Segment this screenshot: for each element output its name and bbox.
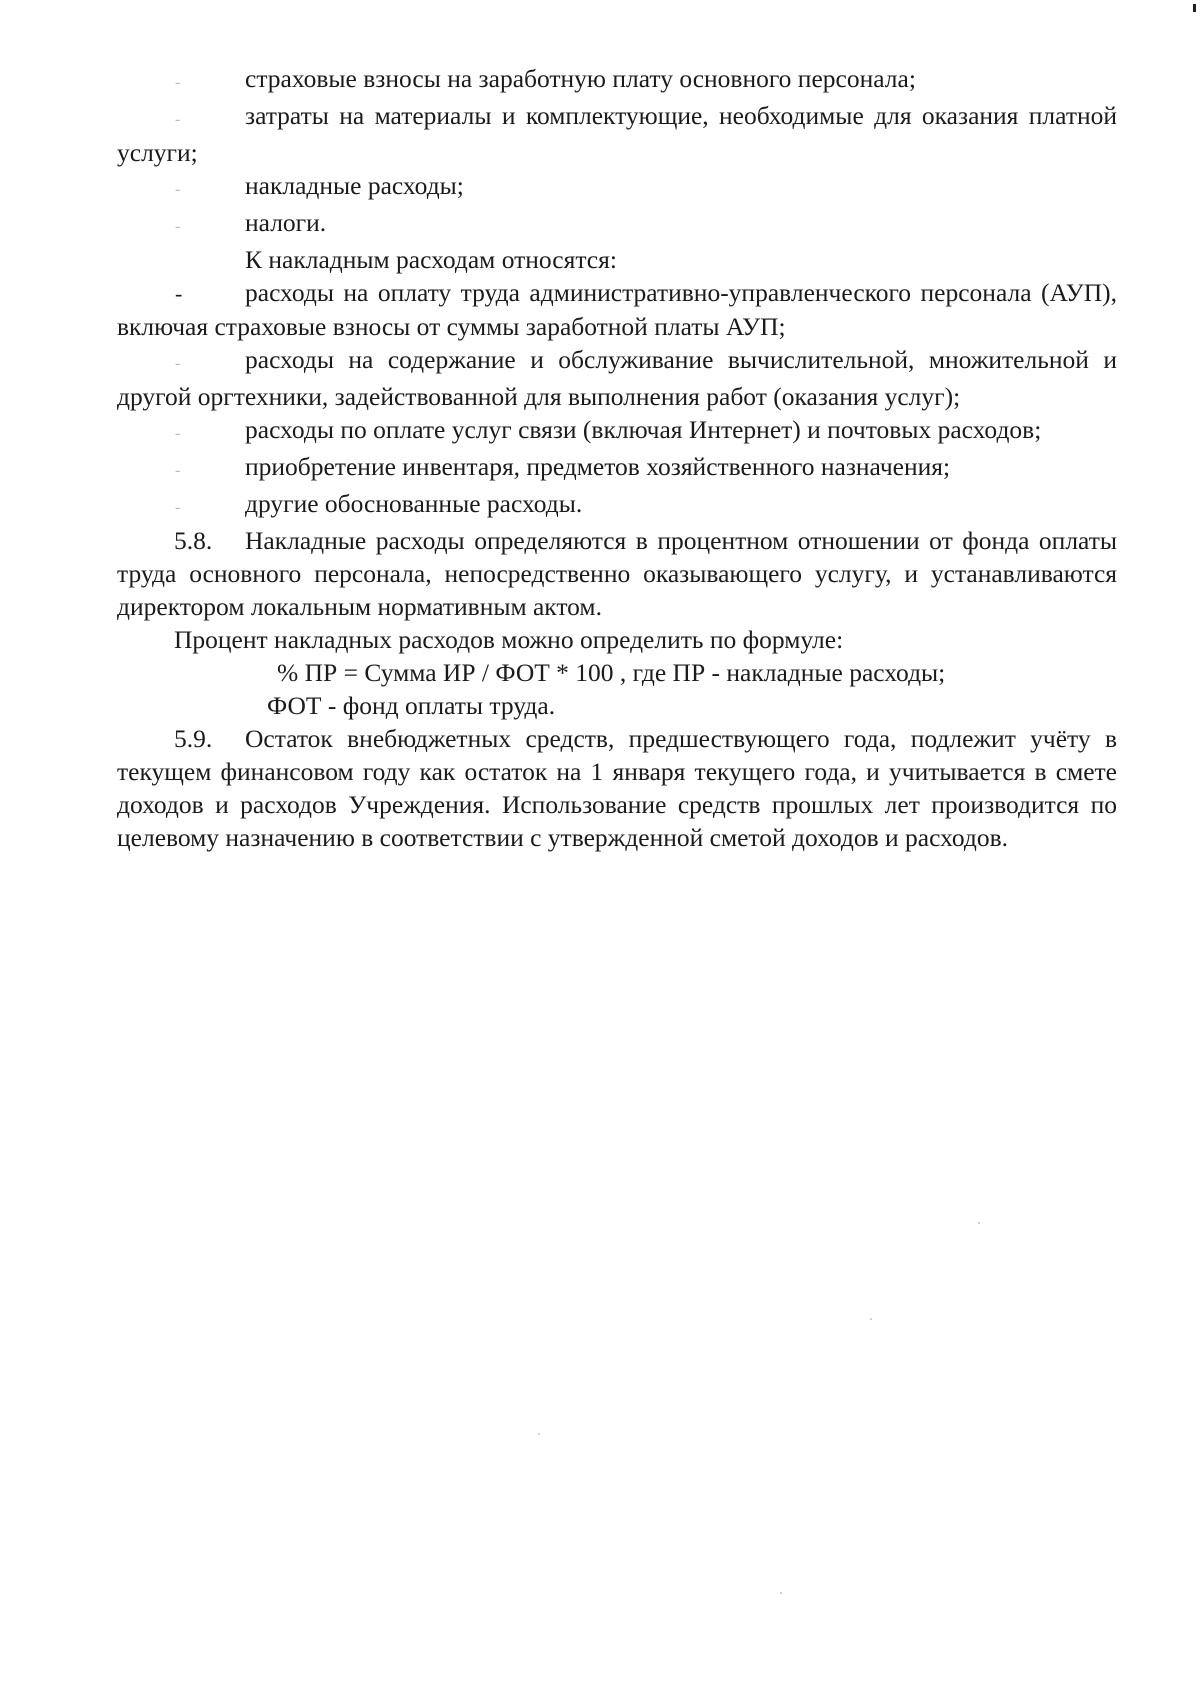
bullet-item — [117, 206, 1117, 243]
bullet-text: страховые взносы на заработную плату основного персонала; — [245, 64, 916, 93]
dash-marker: - — [175, 499, 181, 516]
section-text: Накладные расходы определяются в процентном отношении от фонда оплаты труда основного персонала, непосредственно оказывающего услугу, и устанавливаются директором локальным нормативным актом. — [117, 526, 1117, 621]
document-body — [117, 62, 1117, 854]
bullet-text: приобретение инвентаря, предметов хозяйственного назначения; — [245, 452, 951, 481]
scan-speck — [870, 1318, 872, 1320]
overhead-intro: К накладным расходам относятся: — [245, 245, 617, 274]
dash-marker: - — [175, 111, 181, 128]
formula-note: ФОТ - фонд оплаты труда. — [267, 691, 556, 720]
section-number: 5.9. — [174, 724, 213, 753]
dash-marker: - — [175, 355, 181, 372]
formula-intro: Процент накладных расходов можно определить по формуле: — [174, 625, 844, 654]
dash-marker: - — [175, 218, 181, 235]
bullet-text: затраты на материалы и комплектующие, необходимые для оказания платной услуги; — [117, 101, 1117, 167]
dash-marker: - — [175, 462, 181, 479]
bullet-text: расходы на содержание и обслуживание вычислительной, множительной и другой оргтехники, задействованной для выполнения работ (оказания услуг); — [117, 345, 1117, 411]
scan-speck — [978, 1222, 980, 1224]
bullet-text: расходы на оплату труда административно-управленческого персонала (АУП), включая страховые взносы от суммы заработной платы АУП; — [117, 278, 1117, 341]
dash-marker: - — [175, 281, 183, 306]
section-5-9 — [117, 722, 1117, 854]
bullet-item — [117, 413, 1117, 450]
dash-marker: - — [175, 181, 181, 198]
bullet-text: накладные расходы; — [245, 171, 464, 200]
scan-corner-mark — [1193, 4, 1196, 12]
bullet-text: налоги. — [245, 208, 327, 237]
bullet-item — [117, 487, 1117, 524]
bullet-item — [117, 99, 1117, 169]
dash-marker: - — [175, 74, 181, 91]
dash-marker: - — [175, 425, 181, 442]
scan-speck — [780, 1592, 782, 1594]
bullet-item — [117, 343, 1117, 413]
formula: % ПР = Сумма ИР / ФОТ * 100 , где ПР - накладные расходы; — [277, 658, 946, 687]
bullet-item — [117, 450, 1117, 487]
bullet-item — [117, 276, 1117, 343]
section-text: Остаток внебюджетных средств, предшествующего года, подлежит учёту в текущем финансовом году как остаток на 1 января текущего года, и учитывается в смете доходов и расходов Учреждения. Использование средств прошлых лет производится по целевому назначению в соответствии с утвержденной сметой доходов и расходов. — [117, 724, 1117, 852]
bullet-item — [117, 169, 1117, 206]
section-5-8 — [117, 524, 1117, 623]
scan-speck — [538, 1433, 540, 1435]
bullet-text: расходы по оплате услуг связи (включая Интернет) и почтовых расходов; — [245, 415, 1042, 444]
bullet-item — [117, 62, 1117, 99]
bullet-text: другие обоснованные расходы. — [245, 489, 583, 518]
section-number: 5.8. — [174, 526, 213, 555]
